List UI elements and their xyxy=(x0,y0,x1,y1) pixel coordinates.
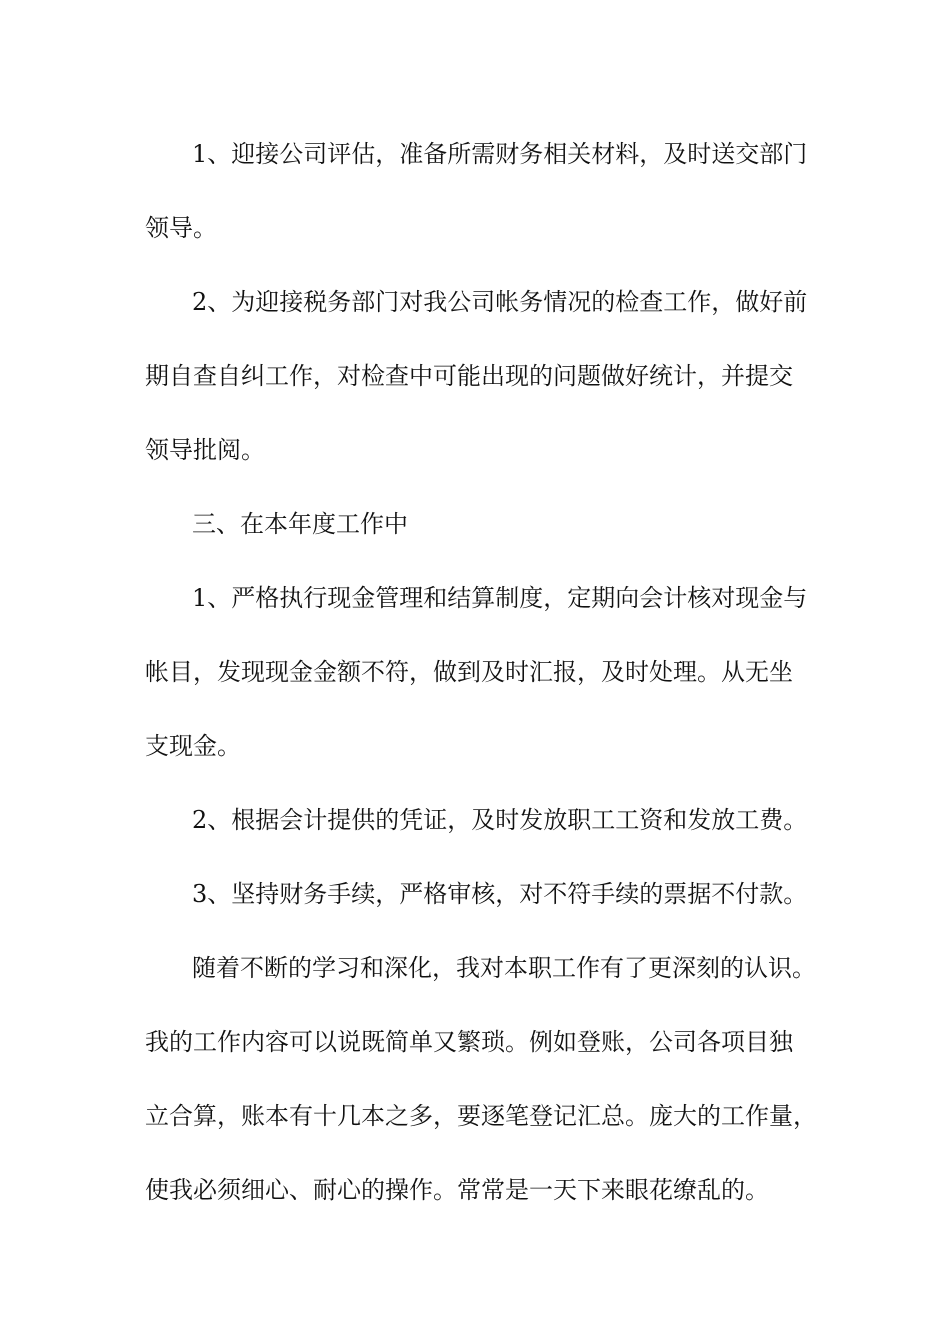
paragraph-line: 支现金。 xyxy=(145,732,241,760)
paragraph-line: 立合算，账本有十几本之多，要逐笔登记汇总。庞大的工作量， xyxy=(145,1102,817,1130)
paragraph-line: 帐目，发现现金金额不符，做到及时汇报，及时处理。从无坐 xyxy=(145,658,793,686)
paragraph-line: 随着不断的学习和深化，我对本职工作有了更深刻的认识。 xyxy=(192,954,816,982)
paragraph-line: 领导批阅。 xyxy=(145,436,265,464)
paragraph-line: 期自查自纠工作，对检查中可能出现的问题做好统计，并提交 xyxy=(145,362,793,390)
paragraph-line: 2、根据会计提供的凭证，及时发放职工工资和发放工费。 xyxy=(192,806,808,834)
paragraph-line: 我的工作内容可以说既简单又繁琐。例如登账，公司各项目独 xyxy=(145,1028,793,1056)
paragraph-line: 3、坚持财务手续，严格审核，对不符手续的票据不付款。 xyxy=(192,880,808,908)
paragraph-line: 2、为迎接税务部门对我公司帐务情况的检查工作，做好前 xyxy=(192,288,808,316)
paragraph-line: 领导。 xyxy=(145,214,217,242)
paragraph-line: 1、严格执行现金管理和结算制度，定期向会计核对现金与 xyxy=(192,584,808,612)
paragraph-line: 使我必须细心、耐心的操作。常常是一天下来眼花缭乱的。 xyxy=(145,1176,769,1204)
section-heading: 三、在本年度工作中 xyxy=(192,510,408,538)
paragraph-line: 1、迎接公司评估，准备所需财务相关材料，及时送交部门 xyxy=(192,140,808,168)
